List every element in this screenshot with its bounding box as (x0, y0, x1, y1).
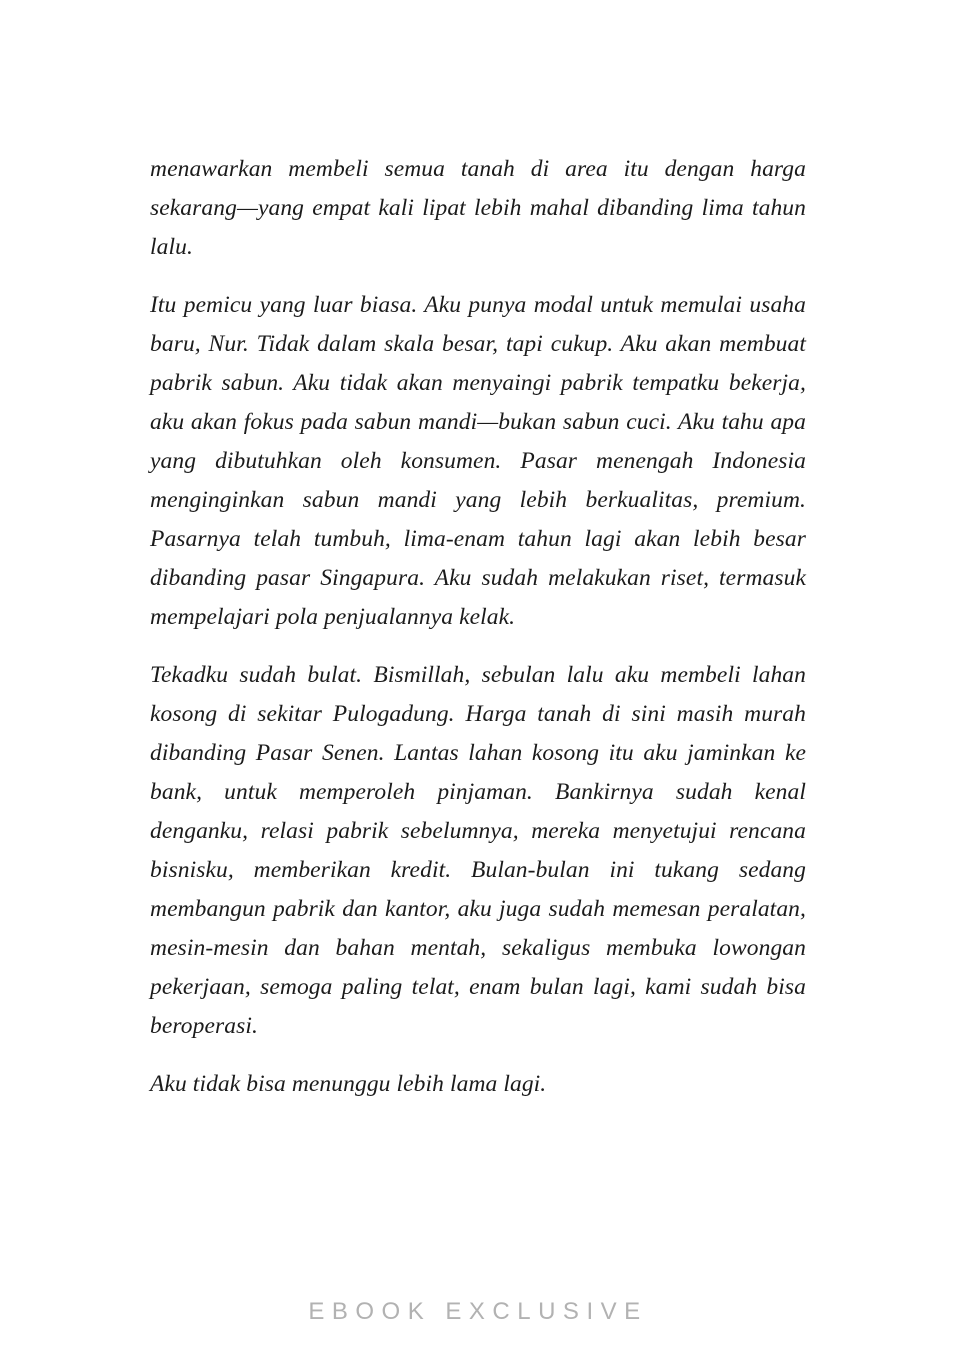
paragraph-1: menawarkan membeli semua tanah di area itu dengan harga sekarang—yang empat kali lipat lebih mahal dibanding lima tahun lalu. (150, 156, 806, 260)
paragraph-4: Aku tidak bisa menunggu lebih lama lagi. (150, 1071, 547, 1097)
body-text (150, 150, 806, 1123)
paragraph-2: Itu pemicu yang luar biasa. Aku punya modal untuk memulai usaha baru, Nur. Tidak dalam skala besar, tapi cukup. Aku akan membuat pabrik sabun. Aku tidak akan menyaingi pabrik tempatku bekerja, aku akan fokus pada sabun mandi—bukan sabun cuci. Aku tahu apa yang dibutuhkan oleh konsumen. Pasar menengah Indonesia menginginkan sabun mandi yang lebih berkualitas, premium. Pasarnya telah tumbuh, lima-enam tahun lagi akan lebih besar dibanding pasar Singapura. Aku sudah melakukan riset, termasuk mempelajari pola penjualannya kelak. (150, 292, 806, 630)
footer-label: EBOOK EXCLUSIVE (308, 1298, 648, 1325)
paragraph-3: Tekadku sudah bulat. Bismillah, sebulan lalu aku membeli lahan kosong di sekitar Pulogadung. Harga tanah di sini masih murah dibanding Pasar Senen. Lantas lahan kosong itu aku jaminkan ke bank, untuk memperoleh pinjaman. Bankirnya sudah kenal denganku, relasi pabrik sebelumnya, mereka menyetujui rencana bisnisku, memberikan kredit. Bulan-bulan ini tukang sedang membangun pabrik dan kantor, aku juga sudah memesan peralatan, mesin-mesin dan bahan mentah, sekaligus membuka lowongan pekerjaan, semoga paling telat, enam bulan lagi, kami sudah bisa beroperasi. (150, 662, 806, 1039)
